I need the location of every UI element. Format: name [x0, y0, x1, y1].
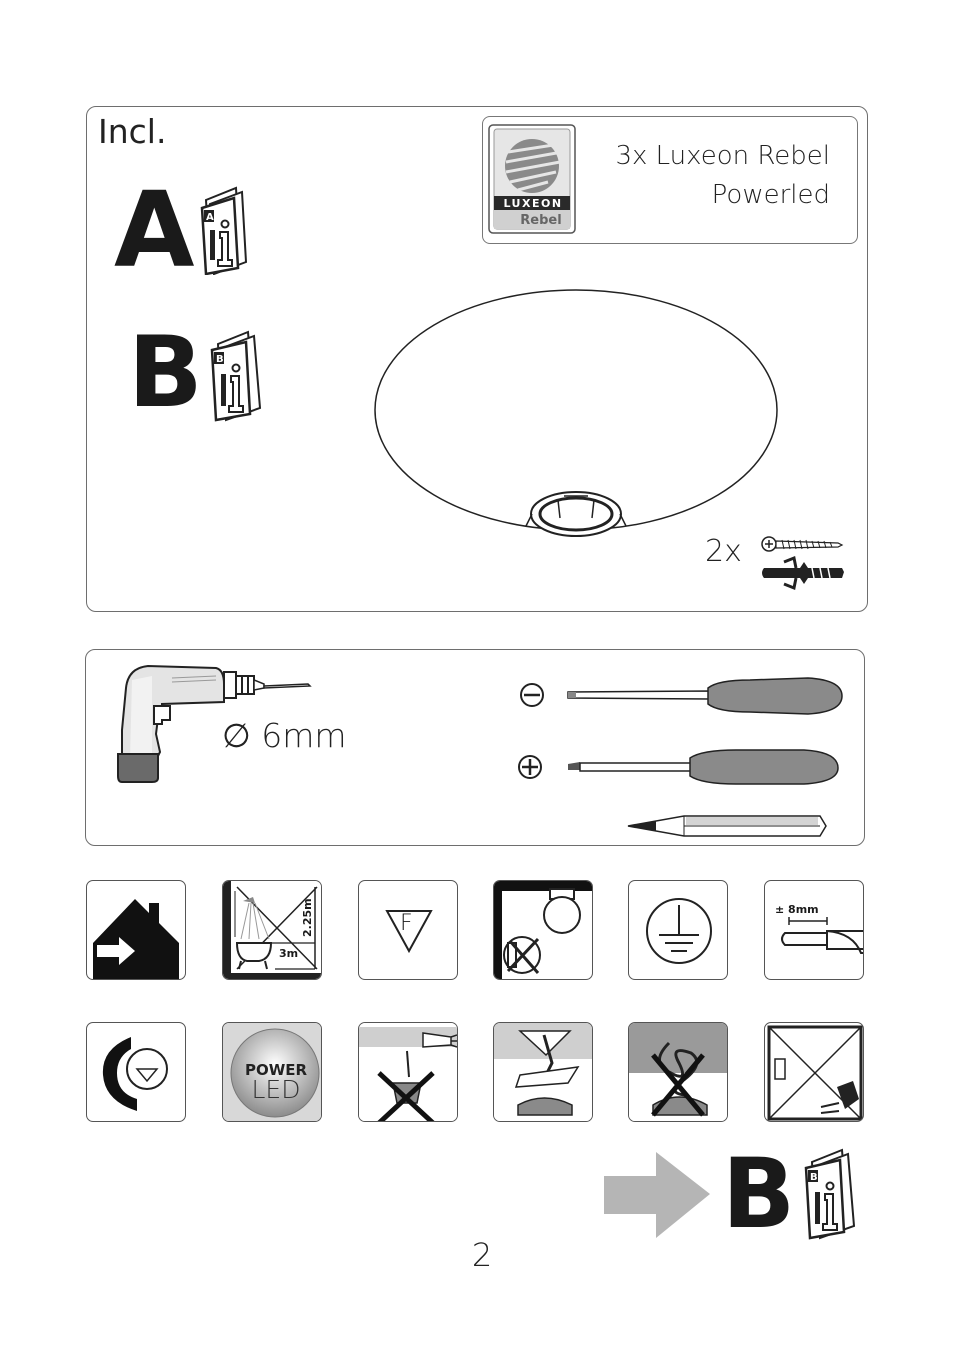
manual-a-book-icon [198, 180, 258, 275]
strip-wire-icon [764, 880, 864, 980]
ceiling-lamp-drawing [372, 286, 782, 542]
disconnect-mains-icon [764, 1022, 864, 1122]
manual-a-letter: A [114, 169, 195, 291]
incl-title: Incl. [98, 112, 167, 151]
strip-length-label: ± 8mm [775, 903, 819, 916]
power-led-bottom-label: LED [251, 1075, 301, 1104]
drill-bit-size: ∅ 6mm [222, 716, 347, 755]
bathroom-zone-icon [222, 880, 322, 980]
phillips-screwdriver-icon [514, 746, 844, 788]
see-manual-b-book-icon [802, 1142, 864, 1240]
next-step-arrow-icon [604, 1152, 714, 1238]
screws-quantity: 2x [705, 534, 742, 569]
f-mark-letter: F [400, 911, 413, 936]
screw-and-plug-icon [760, 532, 846, 594]
bathroom-height-label: 2.25m [301, 898, 314, 937]
class-energy-icon [86, 1022, 186, 1122]
luxeon-brand-bottom: Rebel [520, 213, 562, 228]
luxeon-line-1: 3x Luxeon Rebel [615, 141, 830, 171]
ceiling-mount-icon [493, 1022, 593, 1122]
pencil-icon [626, 812, 830, 840]
power-led-icon [222, 1022, 322, 1122]
page-number: 2 [471, 1236, 493, 1274]
manual-b-book-icon [208, 324, 270, 422]
flat-screwdriver-icon [518, 676, 846, 718]
see-manual-b-letter: B [722, 1138, 796, 1250]
svg-text:B: B [216, 354, 224, 365]
svg-text:B: B [810, 1172, 818, 1183]
bathroom-distance-label: 3m [279, 947, 299, 960]
power-led-top-label: POWER [244, 1061, 308, 1079]
manual-b-letter: B [128, 316, 203, 430]
f-mark-icon [358, 880, 458, 980]
indoor-use-icon [86, 880, 186, 980]
no-dimmer-icon [493, 880, 593, 980]
luxeon-line-2: Powerled [711, 180, 830, 210]
no-tangled-wires-icon [628, 1022, 728, 1122]
luxeon-brand-top: LUXEON [503, 197, 563, 210]
svg-text:A: A [206, 212, 214, 223]
earth-ground-icon [628, 880, 728, 980]
no-direct-mount-icon [358, 1022, 458, 1122]
